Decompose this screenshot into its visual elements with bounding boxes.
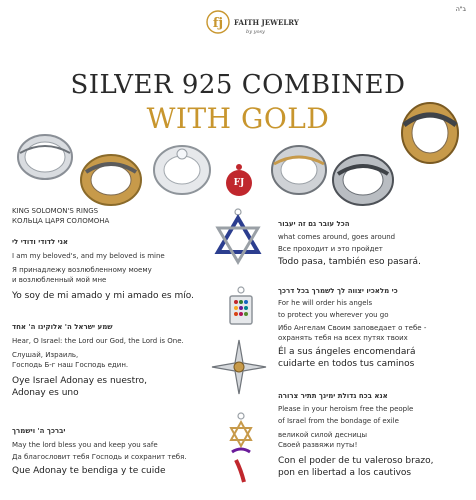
right-block2-es2: cuidarte en todos tus caminos bbox=[278, 359, 415, 369]
left-heading-en: KING SOLOMON'S RINGS bbox=[12, 207, 99, 215]
corner-mark: ב"ה bbox=[455, 6, 466, 13]
left-block2-es1: Oye Israel Adonay es nuestro, bbox=[12, 376, 148, 386]
left-block2-he: שמע ישראל ה' אלוקינו ה' אחד bbox=[12, 323, 113, 331]
left-block1-he: אני לדודי ודודי לי bbox=[12, 238, 68, 246]
star-of-david-pendant bbox=[212, 208, 264, 268]
right-block2-ru2: охранять тебя на всех путях твоих bbox=[278, 334, 408, 342]
right-block3-ru1: великой силой десницы bbox=[278, 431, 368, 439]
left-block3-ru: Да благословит тебя Господь и сохранит тебя. bbox=[12, 453, 187, 461]
left-block1-en: I am my beloved's, and my beloved is mine bbox=[12, 252, 165, 260]
right-block1-en1: what comes around, goes around bbox=[278, 233, 396, 241]
right-block2-es1: Él a sus ángeles encomendará bbox=[278, 347, 416, 357]
right-block1-es: Todo pasa, también eso pasará. bbox=[278, 257, 421, 267]
ring-image bbox=[398, 95, 462, 167]
logo-sub: by yosy bbox=[246, 29, 265, 35]
left-block2-ru2: Господь Б-г наш Господь един. bbox=[12, 361, 129, 369]
right-block1-ru: Все проходит и это пройдет bbox=[278, 245, 383, 253]
right-block3-he: אנא בכח גדולת ימינך תתיר צרורה bbox=[278, 392, 388, 400]
logo-mark-text: fj bbox=[212, 16, 224, 31]
right-block3-en2: of Israel from the bondage of exile bbox=[278, 417, 399, 425]
right-block3-es2: pon en libertad a los cautivos bbox=[278, 468, 412, 478]
right-block2-he: כי מלאכיו יצווה לך לשמרך בכל דרכך bbox=[278, 287, 398, 295]
right-block2-ru1: Ибо Ангелам Своим заповедает о тебе - bbox=[278, 324, 427, 332]
right-block3-ru2: Своей развяжи путы! bbox=[278, 441, 358, 449]
left-block1-ru1: Я принадлежу возлюбленному моему bbox=[12, 266, 152, 274]
right-block1-he: הכל עובר גם זה יעבור bbox=[278, 220, 350, 228]
left-block3-en: May the lord bless you and keep you safe bbox=[12, 441, 158, 449]
left-block2-es2: Adonay es uno bbox=[12, 388, 79, 398]
left-heading-ru: КОЛЬЦА ЦАРЯ СОЛОМОНА bbox=[12, 217, 110, 225]
fj-badge-text: FJ bbox=[226, 170, 252, 196]
left-block3-es: Que Adonay te bendiga y te cuide bbox=[12, 466, 166, 476]
right-block3-es1: Con el poder de tu valeroso brazo, bbox=[278, 456, 434, 466]
ring-image bbox=[14, 125, 76, 187]
left-block1-es: Yo soy de mi amado y mi amado es mío. bbox=[12, 291, 194, 301]
logo-brand-name: FAITH JEWELRY bbox=[234, 18, 299, 27]
left-block1-ru2: и возлюбленный мой мне bbox=[12, 276, 107, 284]
left-block2-ru1: Слушай, Израиль, bbox=[12, 351, 79, 359]
left-block3-he: יברכך ה' וישמרך bbox=[12, 427, 66, 435]
right-block3-en1: Please in your heroism free the people bbox=[278, 405, 414, 413]
hoshen-pendant bbox=[226, 286, 256, 328]
logo-monogram-icon bbox=[206, 10, 230, 38]
left-block2-en: Hear, O Israel: the Lord our God, the Lord is One. bbox=[12, 337, 184, 345]
fj-badge bbox=[226, 164, 252, 198]
brand-logo bbox=[206, 10, 299, 54]
compass-star-pendant bbox=[210, 338, 268, 396]
page-title-line2: WITH GOLD bbox=[146, 102, 330, 135]
ring-image bbox=[78, 150, 144, 210]
grafted-in-pendant bbox=[222, 412, 260, 488]
right-block2-en2: to protect you wherever you go bbox=[278, 311, 389, 319]
ring-image bbox=[268, 140, 330, 198]
page-title-line1: SILVER 925 COMBINED bbox=[70, 70, 406, 100]
ring-image bbox=[150, 140, 214, 198]
ring-image bbox=[330, 150, 396, 210]
right-block2-en1: For he will order his angels bbox=[278, 299, 373, 307]
